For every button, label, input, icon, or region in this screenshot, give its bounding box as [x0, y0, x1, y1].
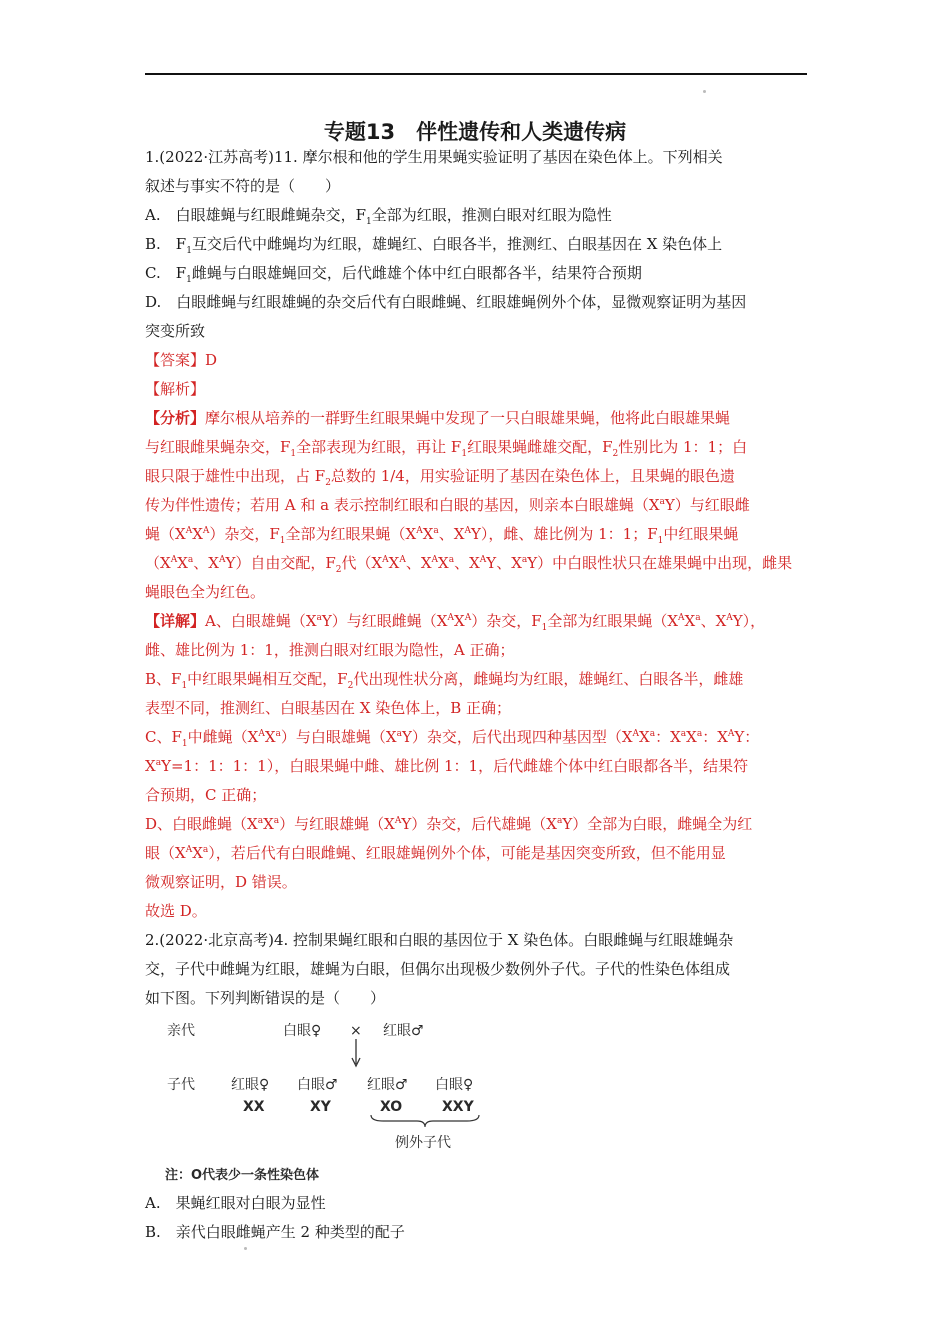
- child-label: 子代: [167, 1077, 195, 1093]
- q1-stem-cont: 叙述与事实不符的是（ ）: [145, 177, 341, 195]
- q1-analysis-line: 蝇$(X^AX^A)$杂交，$F_1$全部为红眼果蝇（$X^AX^a$、$X^AY$），雌、雄比例为 1：1；$F_1$中红眼果蝇: [145, 525, 739, 546]
- child-red-female-genotype: XX: [243, 1099, 265, 1115]
- q1-option-a: A. 白眼雄蝇与红眼雌蝇杂交，$F_1$全部为红眼，推测白眼对红眼为隐性: [145, 206, 612, 227]
- q2-option-a: A. 果蝇红眼对白眼为显性: [145, 1194, 326, 1212]
- q1-option-d: D. 白眼雌蝇与红眼雄蝇的杂交后代有白眼雌蝇、红眼雄蝇例外个体，显微观察证明为基因: [145, 293, 747, 311]
- exception-label: 例外子代: [395, 1135, 451, 1151]
- q1-analysis-line: 蝇眼色全为红色。: [145, 583, 266, 601]
- q2-stem: 2.(2022·北京高考)4. 控制果蝇红眼和白眼的基因位于 X 染色体。白眼雌蝇与红眼雄蝇杂: [145, 931, 734, 949]
- cross-diagram: [145, 1013, 807, 1189]
- q1-stem: 1.(2022·江苏高考)11. 摩尔根和他的学生用果蝇实验证明了基因在染色体上。下列相关: [145, 148, 723, 166]
- exception-white-female: 白眼♀: [435, 1077, 474, 1093]
- q1-detail-line: 眼$(X^AX^a)$，若后代有白眼雌蝇、红眼雄蝇例外个体，可能是基因突变所致，但不能用显: [145, 844, 726, 862]
- exception-brace: [369, 1113, 481, 1129]
- q1-analysis: 【分析】摩尔根从培养的一群野生红眼果蝇中发现了一只白眼雄果蝇，他将此白眼雄果蝇: [145, 409, 731, 427]
- q2-stem-cont: 如下图。下列判断错误的是（ ）: [145, 989, 386, 1007]
- document-body: [145, 143, 807, 1247]
- diagram-note: 注：O代表少一条性染色体: [165, 1168, 320, 1183]
- q1-detail-line: C、$F_1$中雌蝇$(X^AX^a)$与白眼雄蝇$(X^aY)$杂交，后代出现四种基因型（$X^AX^a$：$X^aX^a$：$X^AY$：: [145, 728, 760, 749]
- parent-male: 红眼♂: [383, 1023, 424, 1039]
- q1-detail-line: $X^aY=1$：1：1：1），白眼果蝇中雌、雄比例 1：1，后代雌雄个体中红白眼都各半，结果符: [145, 757, 749, 775]
- scan-dot: [703, 90, 706, 93]
- parent-female: 白眼♀: [283, 1023, 322, 1039]
- q1-detail-line: 表型不同，推测红、白眼基因在 X 染色体上，B 正确；: [145, 699, 512, 717]
- child-red-female: 红眼♀: [231, 1077, 270, 1093]
- q1-detail-line: 微观察证明，D 错误。: [145, 873, 297, 891]
- q1-detail-line: 雌、雄比例为 1：1，推测白眼对红眼为隐性，A 正确；: [145, 641, 515, 659]
- q1-detail-line: B、$F_1$中红眼果蝇相互交配，$F_2$代出现性状分离，雌蝇均为红眼，雄蝇红、白眼各半，雌雄: [145, 670, 744, 691]
- parent-label: 亲代: [167, 1023, 195, 1039]
- q1-analysis-line: （$X^AX^a$、$X^AY$）自由交配，$F_2$代（$X^AX^A$、$X^AX^a$、$X^AY$、$X^aY$）中白眼性状只在雄果蝇中出现，雌果: [145, 554, 793, 575]
- q1-analysis-line: 眼只限于雄性中出现，占 $F_2$总数的 1/4，用实验证明了基因在染色体上，且果蝇的眼色遗: [145, 467, 735, 488]
- page-title: 专题13 伴性遗传和人类遗传病: [323, 120, 627, 144]
- q1-jiexi-label: 【解析】: [145, 380, 206, 398]
- child-white-male: 白眼♂: [297, 1077, 338, 1093]
- q1-detail-line: D、白眼雌蝇$(X^aX^a)$与红眼雄蝇$(X^AY)$杂交，后代雄蝇$(X^aY)$全部为白眼，雌蝇全为红: [145, 815, 753, 833]
- exception-red-male: 红眼♂: [367, 1077, 408, 1093]
- header-rule: [145, 73, 807, 75]
- scan-dot: [244, 1247, 247, 1250]
- child-white-male-genotype: XY: [310, 1099, 331, 1115]
- q2-option-b: B. 亲代白眼雌蝇产生 2 种类型的配子: [145, 1223, 405, 1241]
- exception-white-female-genotype: XXY: [442, 1099, 474, 1115]
- q1-option-d-cont: 突变所致: [145, 322, 206, 340]
- q1-answer: 【答案】D: [145, 351, 218, 369]
- q1-detail: 【详解】A、白眼雄蝇$(X^aY)$与红眼雌蝇$(X^AX^A)$杂交，$F_1$全部为红眼果蝇（$X^AX^a$、$X^AY$），: [145, 612, 766, 633]
- q1-option-c: C. $F_1$雌蝇与白眼雄蝇回交，后代雌雄个体中红白眼都各半，结果符合预期: [145, 264, 642, 285]
- q1-analysis-line: 与红眼雌果蝇杂交，$F_1$全部表现为红眼，再让 $F_1$红眼果蝇雌雄交配，$F_2$性别比为 1：1；白: [145, 438, 748, 459]
- q1-option-b: B. $F_1$互交后代中雌蝇均为红眼，雄蝇红、白眼各半，推测红、白眼基因在 X 染色体上: [145, 235, 723, 256]
- exception-red-male-genotype: XO: [380, 1099, 403, 1115]
- q1-conclusion: 故选 D。: [145, 902, 207, 920]
- cross-symbol: ×: [350, 1023, 362, 1039]
- q1-detail-line: 合预期，C 正确；: [145, 786, 267, 804]
- q2-stem-cont: 交，子代中雌蝇为红眼，雄蝇为白眼，但偶尔出现极少数例外子代。子代的性染色体组成: [145, 960, 731, 978]
- q1-analysis-line: 传为伴性遗传；若用 A 和 a 表示控制红眼和白眼的基因，则亲本白眼雄蝇$(X^aY)$与红眼雌: [145, 496, 750, 514]
- down-arrow-icon: [349, 1038, 363, 1068]
